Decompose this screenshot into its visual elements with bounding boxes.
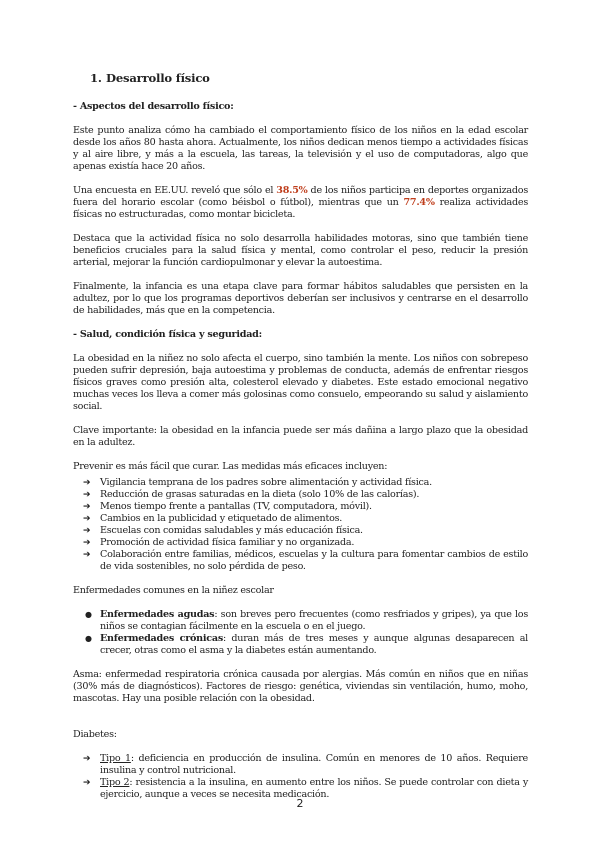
list-item: ➔ Cambios en la publicidad y etiquetado de alimentos. (83, 513, 343, 524)
paragraph-prevention: Prevenir es más fácil que curar. Las medidas más eficaces incluyen: (73, 461, 388, 472)
list-item: ➔ Vigilancia temprana de los padres sobre alimentación y actividad física. (83, 477, 432, 488)
arrow-bullet-icon: ➔ (83, 502, 91, 512)
page-content (73, 71, 528, 813)
arrow-bullet-icon: ➔ (83, 478, 91, 488)
survey-text-c: realiza actividades físicas no estructuradas, como montar bicicleta. (73, 197, 529, 220)
term-chronic: Enfermedades crónicas (100, 633, 224, 644)
paragraph-key-point: Clave importante: la obesidad en la infancia puede ser más dañina a largo plazo que la obesidad en la adultez. (73, 425, 528, 448)
diabetes-heading: Diabetes: (73, 729, 117, 740)
diseases-list (73, 609, 528, 657)
arrow-bullet-icon: ➔ (83, 754, 91, 764)
arrow-bullet-icon: ➔ (83, 778, 91, 788)
diabetes-list (73, 753, 528, 801)
page-number: 2 (296, 797, 304, 810)
list-item: ➔ Menos tiempo frente a pantallas (TV, computadora, móvil). (83, 501, 372, 512)
survey-text-a: Una encuesta en EE.UU. reveló que sólo el (73, 185, 277, 196)
section-number: 1. (90, 71, 102, 85)
term-acute: Enfermedades agudas (100, 609, 215, 620)
type-1-label: Tipo 1 (100, 753, 131, 764)
diseases-heading: Enfermedades comunes en la niñez escolar (73, 585, 274, 596)
list-item: ➔ Tipo 1: deficiencia en producción de insulina. Común en menores de 10 años. Requiere insulina y control nutricional. (83, 753, 528, 776)
list-item: ➔ Promoción de actividad física familiar y no organizada. (83, 537, 355, 548)
arrow-bullet-icon: ➔ (83, 550, 91, 560)
list-item: ➔ Reducción de grasas saturadas en la dieta (solo 10% de las calorías). (83, 489, 420, 500)
arrow-bullet-icon: ➔ (83, 514, 91, 524)
list-item: ➔ Tipo 2: resistencia a la insulina, en aumento entre los niños. Se puede controlar con dieta y ejercicio, aunque a veces se necesita medicación. (83, 777, 528, 800)
stat-unstructured-activity: 77.4% (403, 197, 435, 208)
paragraph-asthma: Asma: enfermedad respiratoria crónica causada por alergias. Más común en niños que en niñas (30% más de diagnósticos). Factores de riesgo: genética, viviendas sin ventilación, humo, moho, mascotas. Hay una posible relación con la obesidad. (73, 669, 528, 704)
list-item: ● Enfermedades agudas: son breves pero frecuentes (como resfriados y gripes), ya que los niños se contagian fácilmente en la escuela o en el juego. (85, 609, 528, 632)
paragraph-obesity: La obesidad en la niñez no solo afecta el cuerpo, sino también la mente. Los niños con sobrepeso pueden sufrir depresión, baja autoestima y problemas de conducta, además de enfrentar riesgos físicos graves como presión alta, colesterol elevado y diabetes. Este estado emocional negativo muchas veces los lleva a comer más golosinas como consuelo, empeorando su salud y aislamiento social. (73, 353, 528, 412)
arrow-bullet-icon: ➔ (83, 526, 91, 536)
paragraph-intro: Este punto analiza cómo ha cambiado el comportamiento físico de los niños en la edad escolar desde los años 80 hasta ahora. Actualmente, los niños dedican menos tiempo a actividades físicas y al aire libre, y más a la escuela, las tareas, la televisión y el uso de computadoras, algo que apenas existía hace 20 años. (73, 125, 528, 172)
list-item: ➔ Escuelas con comidas saludables y más educación física. (83, 525, 363, 536)
section-title-text: Desarrollo físico (106, 71, 210, 85)
prevention-measures-list (73, 477, 528, 573)
list-item: ➔ Colaboración entre familias, médicos, escuelas y la cultura para fomentar cambios de estilo de vida sostenibles, no solo pérdida de peso. (83, 549, 528, 572)
paragraph-habits: Finalmente, la infancia es una etapa clave para formar hábitos saludables que persisten en la adultez, por lo que los programas deportivos deberían ser inclusivos y centrarse en el desarrollo de habilidades, más que en la competencia. (73, 281, 528, 316)
paragraph-survey (73, 185, 528, 221)
survey-text-b: de los niños participa en deportes organizados fuera del horario escolar (como béisbol o fútbol), mientras que un (73, 185, 528, 208)
type-2-label: Tipo 2 (100, 777, 130, 788)
subheading-health-safety: - Salud, condición física y seguridad: (73, 329, 262, 340)
arrow-bullet-icon: ➔ (83, 538, 91, 548)
bullet-dot-icon: ● (85, 634, 92, 643)
list-item: ● Enfermedades crónicas: duran más de tres meses y aunque algunas desaparecen al crecer, otras como el asma y la diabetes están aumentando. (85, 633, 528, 656)
bullet-dot-icon: ● (85, 610, 92, 619)
section-title (73, 71, 528, 85)
paragraph-benefits: Destaca que la actividad física no solo desarrolla habilidades motoras, sino que también tiene beneficios cruciales para la salud física y mental, como controlar el peso, reducir la presión arterial, mejorar la función cardiopulmonar y elevar la autoestima. (73, 233, 528, 268)
stat-organized-sports: 38.5% (276, 185, 308, 196)
subheading-physical-development: - Aspectos del desarrollo físico: (73, 101, 234, 112)
arrow-bullet-icon: ➔ (83, 490, 91, 500)
